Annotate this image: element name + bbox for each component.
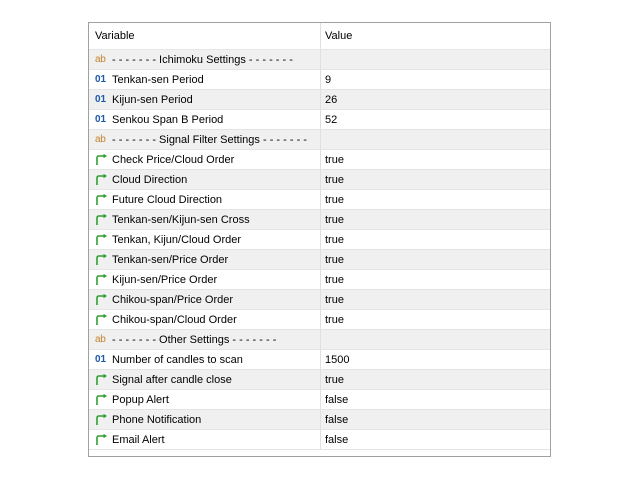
table-row[interactable]: [89, 270, 550, 290]
int-icon: 01: [95, 354, 107, 365]
table-row[interactable]: [89, 210, 550, 230]
table-row[interactable]: [89, 290, 550, 310]
variable-name: Phone Notification: [112, 413, 202, 426]
variable-name: Future Cloud Direction: [112, 193, 223, 206]
variable-cell: [89, 430, 321, 449]
string-ab-icon: ab: [95, 334, 106, 345]
column-header-value[interactable]: Value: [325, 29, 353, 42]
variable-cell: [89, 110, 321, 129]
variable-name: Tenkan-sen Period: [112, 73, 204, 86]
int-icon: 01: [95, 114, 107, 125]
table-row[interactable]: [89, 410, 550, 430]
table-row[interactable]: [89, 110, 550, 130]
variable-name: Senkou Span B Period: [112, 113, 224, 126]
value-cell[interactable]: false: [325, 413, 349, 426]
variable-name: Tenkan, Kijun/Cloud Order: [112, 233, 242, 246]
table-row[interactable]: [89, 350, 550, 370]
variable-cell: [89, 330, 321, 349]
variable-cell: [89, 410, 321, 429]
value-cell[interactable]: true: [325, 153, 344, 166]
variable-cell: [89, 310, 321, 329]
value-cell[interactable]: true: [325, 253, 344, 266]
variable-cell: [89, 70, 321, 89]
table-row[interactable]: [89, 390, 550, 410]
string-ab-icon: ab: [95, 134, 106, 145]
table-row[interactable]: [89, 150, 550, 170]
string-ab-icon: ab: [95, 54, 106, 65]
variable-cell: [89, 130, 321, 149]
inputs-table: [88, 22, 551, 457]
value-cell[interactable]: 1500: [325, 353, 350, 366]
bool-arrow-icon: [95, 153, 111, 166]
bool-arrow-icon: [95, 193, 111, 206]
value-cell[interactable]: [321, 50, 550, 69]
variable-name: Chikou-span/Cloud Order: [112, 313, 237, 326]
variable-name: Cloud Direction: [112, 173, 188, 186]
table-row[interactable]: [89, 230, 550, 250]
table-row[interactable]: [89, 50, 550, 70]
variable-name: Kijun-sen Period: [112, 93, 193, 106]
variable-name: - - - - - - - Ichimoku Settings - - - - - - -: [112, 53, 293, 66]
variable-name: - - - - - - - Signal Filter Settings - - - - - - -: [112, 133, 307, 146]
bool-arrow-icon: [95, 433, 111, 446]
variable-cell: [89, 170, 321, 189]
variable-cell: [89, 90, 321, 109]
variable-name: - - - - - - - Other Settings - - - - - - -: [112, 333, 277, 346]
variable-name: Signal after candle close: [112, 373, 232, 386]
variable-cell: [89, 390, 321, 409]
bool-arrow-icon: [95, 173, 111, 186]
value-cell[interactable]: true: [325, 213, 344, 226]
value-cell[interactable]: true: [325, 313, 344, 326]
bool-arrow-icon: [95, 373, 111, 386]
value-cell[interactable]: false: [325, 433, 349, 446]
table-row[interactable]: [89, 370, 550, 390]
table-row[interactable]: [89, 430, 550, 450]
table-row[interactable]: [89, 190, 550, 210]
variable-cell: [89, 290, 321, 309]
int-icon: 01: [95, 94, 107, 105]
variable-cell: [89, 370, 321, 389]
bool-arrow-icon: [95, 313, 111, 326]
value-cell[interactable]: false: [325, 393, 349, 406]
value-cell[interactable]: 26: [325, 93, 338, 106]
column-header-variable[interactable]: Variable: [89, 23, 321, 49]
bool-arrow-icon: [95, 213, 111, 226]
variable-name: Kijun-sen/Price Order: [112, 273, 218, 286]
variable-name: Tenkan-sen/Price Order: [112, 253, 229, 266]
bool-arrow-icon: [95, 253, 111, 266]
table-row[interactable]: [89, 130, 550, 150]
value-cell[interactable]: [321, 130, 550, 149]
value-cell[interactable]: true: [325, 173, 344, 186]
variable-cell: [89, 190, 321, 209]
value-cell[interactable]: 9: [325, 73, 332, 86]
bool-arrow-icon: [95, 273, 111, 286]
variable-cell: [89, 230, 321, 249]
table-row[interactable]: [89, 310, 550, 330]
value-cell[interactable]: true: [325, 233, 344, 246]
value-cell[interactable]: true: [325, 293, 344, 306]
variable-name: Popup Alert: [112, 393, 169, 406]
variable-name: Number of candles to scan: [112, 353, 243, 366]
table-row[interactable]: [89, 330, 550, 350]
variable-name: Chikou-span/Price Order: [112, 293, 234, 306]
value-cell[interactable]: true: [325, 373, 344, 386]
variable-name: Tenkan-sen/Kijun-sen Cross: [112, 213, 250, 226]
bool-arrow-icon: [95, 233, 111, 246]
variable-cell: [89, 50, 321, 69]
int-icon: 01: [95, 74, 107, 85]
table-row[interactable]: [89, 70, 550, 90]
table-row[interactable]: [89, 170, 550, 190]
variable-cell: [89, 270, 321, 289]
variable-name: Check Price/Cloud Order: [112, 153, 235, 166]
value-cell[interactable]: [321, 330, 550, 349]
table-body: [89, 50, 550, 450]
variable-name: Email Alert: [112, 433, 165, 446]
table-row[interactable]: [89, 250, 550, 270]
variable-cell: [89, 350, 321, 369]
variable-cell: [89, 210, 321, 229]
bool-arrow-icon: [95, 293, 111, 306]
variable-cell: [89, 250, 321, 269]
table-header: [89, 23, 550, 50]
table-row[interactable]: [89, 90, 550, 110]
value-cell[interactable]: 52: [325, 113, 338, 126]
bool-arrow-icon: [95, 393, 111, 406]
variable-cell: [89, 150, 321, 169]
value-cell[interactable]: true: [325, 193, 344, 206]
value-cell[interactable]: true: [325, 273, 344, 286]
bool-arrow-icon: [95, 413, 111, 426]
